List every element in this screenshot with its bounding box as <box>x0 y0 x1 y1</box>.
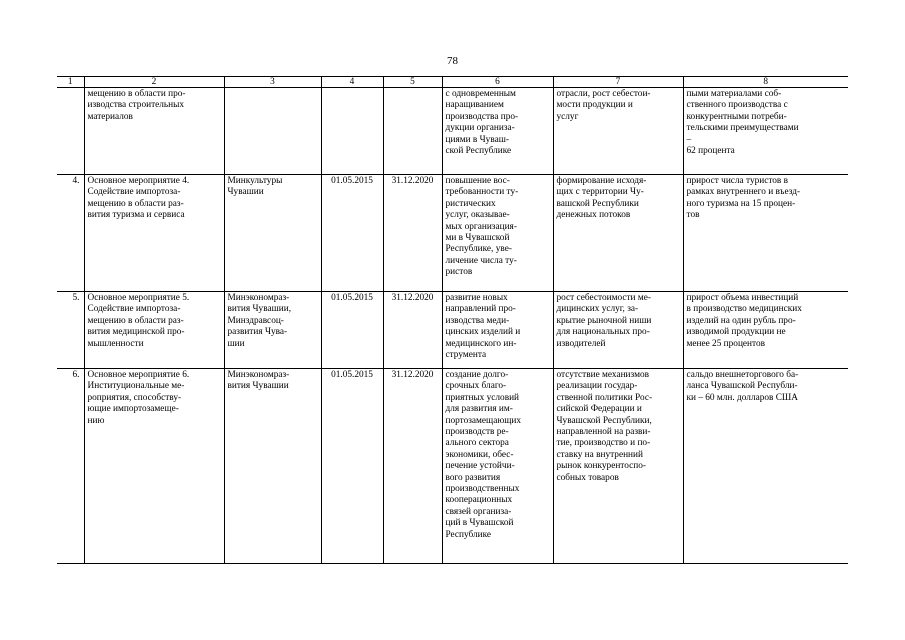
program-events-table <box>57 76 848 564</box>
start-date-cell <box>321 88 383 175</box>
expected-result-cell: развитие новых направлений про- изводства меди- цинских изделий и медицинского ин- струмента <box>442 292 553 369</box>
risks-cell: формирование исходя- щих с территории Чу- вашской Республики денежных потоков <box>553 175 683 292</box>
expected-result-cell: создание долго- срочных благо- приятных условий для развития им- портозамещающих производств ре- ального сектора экономики, обес- печение устойчи- вого развития производственных кооперационных связей организа- ций в Чувашской Республике <box>442 369 553 564</box>
indicator-cell: пыми материалами соб- ственного производства с конкурентными потреби- тельскими преимуществами – 62 процента <box>683 88 848 175</box>
start-date-cell: 01.05.2015 <box>321 292 383 369</box>
indicator-cell: прирост объема инвестиций в производство медицинских изделий на один рубль про- изводимой продукции не менее 25 процентов <box>683 292 848 369</box>
event-name-cell: Основное мероприятие 6. Институциональные ме- роприятия, способству- ющие импортозамеще- нию <box>84 369 224 564</box>
indicator-cell: прирост числа туристов в рамках внутреннего и въезд- ного туризма на 15 процен- тов <box>683 175 848 292</box>
event-name-cell: Основное мероприятие 4. Содействие импортоза- мещению в области раз- вития туризма и сервиса <box>84 175 224 292</box>
expected-result-cell: повышение вос- требованности ту- ристических услуг, оказывае- мых организация- ми в Чувашской Республике, уве- личение числа ту- ристов <box>442 175 553 292</box>
end-date-cell: 31.12.2020 <box>383 292 442 369</box>
row-number: 5. <box>57 292 84 369</box>
table-row <box>57 175 848 292</box>
column-number-header: 2 <box>84 77 224 88</box>
risks-cell: отрасли, рост себестои- мости продукции и услуг <box>553 88 683 175</box>
expected-result-cell: с одновременным наращиванием производства про- дукции организа- циями в Чуваш- ской Республике <box>442 88 553 175</box>
row-number: 4. <box>57 175 84 292</box>
event-name-cell: Основное мероприятие 5. Содействие импортоза- мещению в области раз- вития медицинской про- мышленности <box>84 292 224 369</box>
column-number-header: 7 <box>553 77 683 88</box>
end-date-cell: 31.12.2020 <box>383 175 442 292</box>
risks-cell: отсутствие механизмов реализации государ- ственной политики Рос- сийской Федерации и Чувашской Республики, направленной на разви- тие, производство и по- ставку на внутренний рынок конкурентоспо- собных товаров <box>553 369 683 564</box>
event-name-cell: мещению в области про- изводства строительных материалов <box>84 88 224 175</box>
page-number: 78 <box>447 55 458 67</box>
risks-cell: рост себестоимости ме- дицинских услуг, за- крытие рыночной ниши для национальных про- изводителей <box>553 292 683 369</box>
column-number-header: 5 <box>383 77 442 88</box>
end-date-cell: 31.12.2020 <box>383 369 442 564</box>
column-number-header: 1 <box>57 77 84 88</box>
executor-cell <box>224 88 321 175</box>
executor-cell: Минэкономраз- вития Чувашии <box>224 369 321 564</box>
table-row <box>57 369 848 564</box>
start-date-cell: 01.05.2015 <box>321 175 383 292</box>
executor-cell: Минкультуры Чувашии <box>224 175 321 292</box>
column-number-header: 3 <box>224 77 321 88</box>
table-row <box>57 88 848 175</box>
column-number-header: 6 <box>442 77 553 88</box>
column-number-header: 4 <box>321 77 383 88</box>
row-number <box>57 88 84 175</box>
indicator-cell: сальдо внешнеторгового ба- ланса Чувашской Республи- ки – 60 млн. долларов США <box>683 369 848 564</box>
column-number-header: 8 <box>683 77 848 88</box>
table-header-row <box>57 77 848 88</box>
executor-cell: Минэкономраз- вития Чувашии, Минздравсоц- развития Чува- шии <box>224 292 321 369</box>
start-date-cell: 01.05.2015 <box>321 369 383 564</box>
table-row <box>57 292 848 369</box>
row-number: 6. <box>57 369 84 564</box>
end-date-cell <box>383 88 442 175</box>
